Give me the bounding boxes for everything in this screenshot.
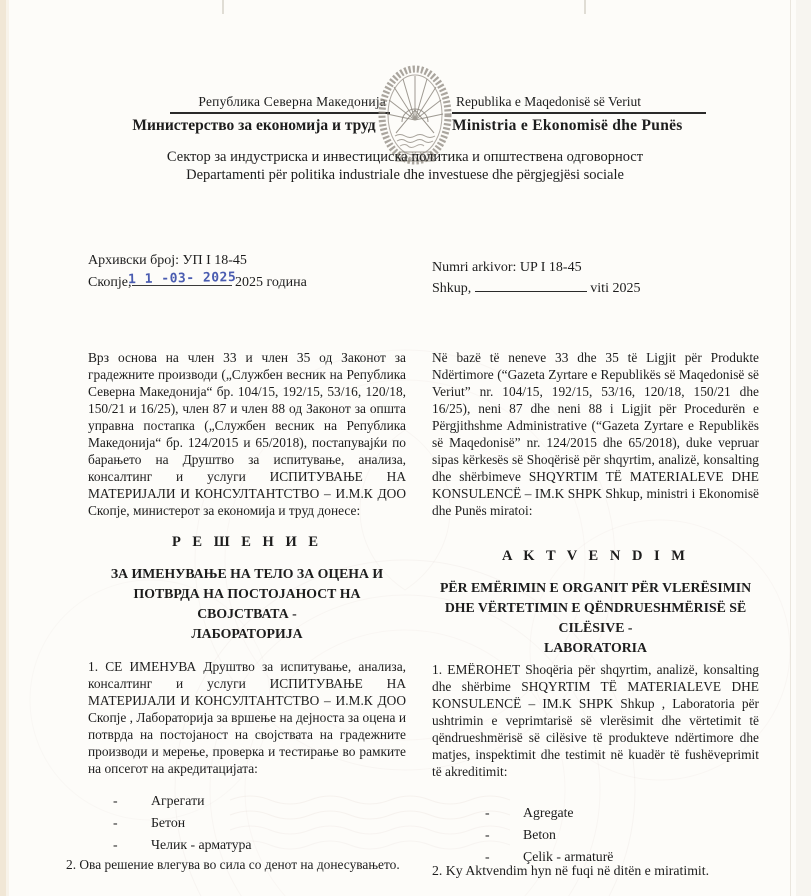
- decision-title-mk: Р Е Ш Е Н И Е: [171, 534, 323, 550]
- item1-paragraph-mk: 1. СЕ ИМЕНУВА Друштво за испитување, анализа, консалтинг и услуги ИСПИТУВАЊЕ НА МАТЕРИЈАЛИ И КОНСУЛТАНТСТВО – И.М.К ДОО Скопје , Лабораторија за вршење на дејноста за оцена и потврда на постојаност на својствата на градежните производи и мерење, проверка и тестирање во рамките на опсегот на акредитацијата:: [88, 659, 406, 776]
- country-name-sq: Republika e Maqedonisë së Veriut: [456, 94, 641, 109]
- item2-paragraph-mk: 2. Ова решение влегува во сила со денот на донесувањето.: [66, 857, 400, 872]
- header-rule-mk: [170, 112, 390, 114]
- list-item: - Beton: [485, 824, 613, 846]
- scan-right-edge-line: [790, 0, 791, 896]
- ministry-name-mk: Министерство за економија и труд: [132, 117, 376, 134]
- scan-right-edge-zone: [796, 0, 811, 896]
- date-blank-line: [475, 278, 587, 292]
- decision-subtitle-mk: [88, 564, 406, 644]
- date-line: [127, 269, 236, 288]
- item1-paragraph-sq: 1. EMËROHET Shoqëria për shqyrtim, analizë, konsalting dhe shërbime SHQYRTIM TË MATERIALEVE DHE KONSULENCË – IM.K SHPK Shkup , Laboratoria për ushtrimin e veprimtarisë së vlerësimit dhe vërtetimit të qëndrueshmërisë së cilësive të produkteve ndërtimore dhe matjes, inspektimit dhe testimit në kuadër të fushëveprimit të akreditimit:: [432, 662, 759, 779]
- preamble-paragraph-sq: Në bazë të neneve 33 dhe 35 të Ligjit për Produkte Ndërtimore (“Gazeta Zyrtare e Republikës së Maqedonisë së Veriut” nr. 104/15, 192/15, 53/16, 120/18, 150/21 dhe 16/25), neni 87 dhe neni 88 i Ligjit për Procedurën e Përgjithshme Administrative (“Gazeta Zyrtare e Republikës së Maqedonisë” nr. 124/2015 dhe 65/2018), duke vepruar sipas kërkesës së Shoqërisë për shqyrtim, analizë, konsalting dhe shërbimeve SHQYRTIM TË MATERIALEVE DHE KONSULENCË – IM.K SHPK Shkup, ministri i Ekonomisë dhe Punës miratoi:: [432, 350, 759, 518]
- ministry-name-sq: Ministria e Ekonomisë dhe Punës: [452, 117, 683, 134]
- header-albanian: [452, 94, 760, 135]
- decision-heading-sq: [432, 548, 759, 658]
- archive-number-sq: Numri arkivor: UP I 18-45: [432, 260, 582, 275]
- date-stamp: 1 1 -03- 2025: [127, 269, 236, 288]
- list-item: - Челик - арматура: [113, 834, 252, 856]
- scan-edge-strip-inner: [6, 0, 9, 896]
- department-lines: [40, 149, 770, 184]
- subtitle-line: ЗА ИМЕНУВАЊЕ НА ТЕЛО ЗА ОЦЕНА И: [110, 566, 384, 581]
- header-rule-sq: [452, 112, 706, 114]
- subtitle-line: LABORATORIA: [544, 640, 647, 655]
- department-name-mk: Сектор за индустриска и инвестициска политика и општествена одговорност: [166, 149, 644, 165]
- scan-artifact-mark: [222, 0, 224, 14]
- city-label-sq: Shkup,: [432, 281, 472, 296]
- archive-date-row-sq: [432, 278, 762, 299]
- subtitle-line: ЛАБОРАТОРИЈА: [191, 626, 303, 641]
- decision-heading-mk: [88, 534, 406, 644]
- archive-block-mk: [88, 250, 418, 293]
- subtitle-line: DHE VËRTETIMIN E QËNDRUESHMËRISË SË: [444, 600, 747, 615]
- header-macedonian: [118, 94, 390, 135]
- archive-date-row-mk: [88, 271, 418, 293]
- list-item: - Агрегати: [113, 790, 252, 812]
- scope-list-sq: [485, 802, 613, 868]
- subtitle-line: CILËSIVE -: [558, 620, 633, 635]
- department-name-sq: Departamenti për politika industriale dhe investuese dhe përgjegjësi sociale: [186, 167, 624, 183]
- year-label-sq: viti 2025: [590, 281, 641, 296]
- decision-title-sq: A K T V E N D I M: [502, 548, 689, 564]
- archive-number-mk: Архивски број: УП I 18-45: [88, 253, 247, 268]
- scan-artifact-mark: [584, 0, 586, 14]
- subtitle-line: ПОТВРДА НА ПОСТОЈАНОСТ НА: [133, 586, 361, 601]
- item2-paragraph-sq: 2. Ky Aktvendim hyn në fuqi në ditën e miratimit.: [432, 863, 710, 878]
- list-item: - Çelik - armaturë: [485, 846, 613, 868]
- year-label-mk: 2025 година: [235, 275, 307, 290]
- list-item: - Бетон: [113, 812, 252, 834]
- preamble-paragraph-mk: Врз основа на член 33 и член 35 од Законот за градежните производи („Службен весник на Република Северна Македонија“ бр. 104/15, 192/15, 53/16, 120/18, 150/21 и 16/25), член 87 и член 88 од Законот за општа управна постапка („Службен весник на Република Македонија“ бр. 124/2015 и 65/2018), постапувајќи по барањето на Друштво за испитување, анализа, консалтинг и услуги ИСПИТУВАЊЕ НА МАТЕРИЈАЛИ И КОНСУЛТАНТСТВО – И.М.К ДОО Скопје, министерот за економија и труд донесе:: [88, 350, 406, 518]
- decision-subtitle-sq: [432, 578, 759, 658]
- archive-block-sq: [432, 257, 762, 299]
- subtitle-line: СВОЈСТВАТА -: [197, 606, 297, 621]
- country-name-mk: Република Северна Македонија: [198, 94, 386, 109]
- list-item: - Agregate: [485, 802, 613, 824]
- city-label-mk: Скопје,: [88, 275, 132, 290]
- scope-list-mk: [113, 790, 252, 856]
- subtitle-line: PËR EMËRIMIN E ORGANIT PËR VLERËSIMIN: [439, 580, 752, 595]
